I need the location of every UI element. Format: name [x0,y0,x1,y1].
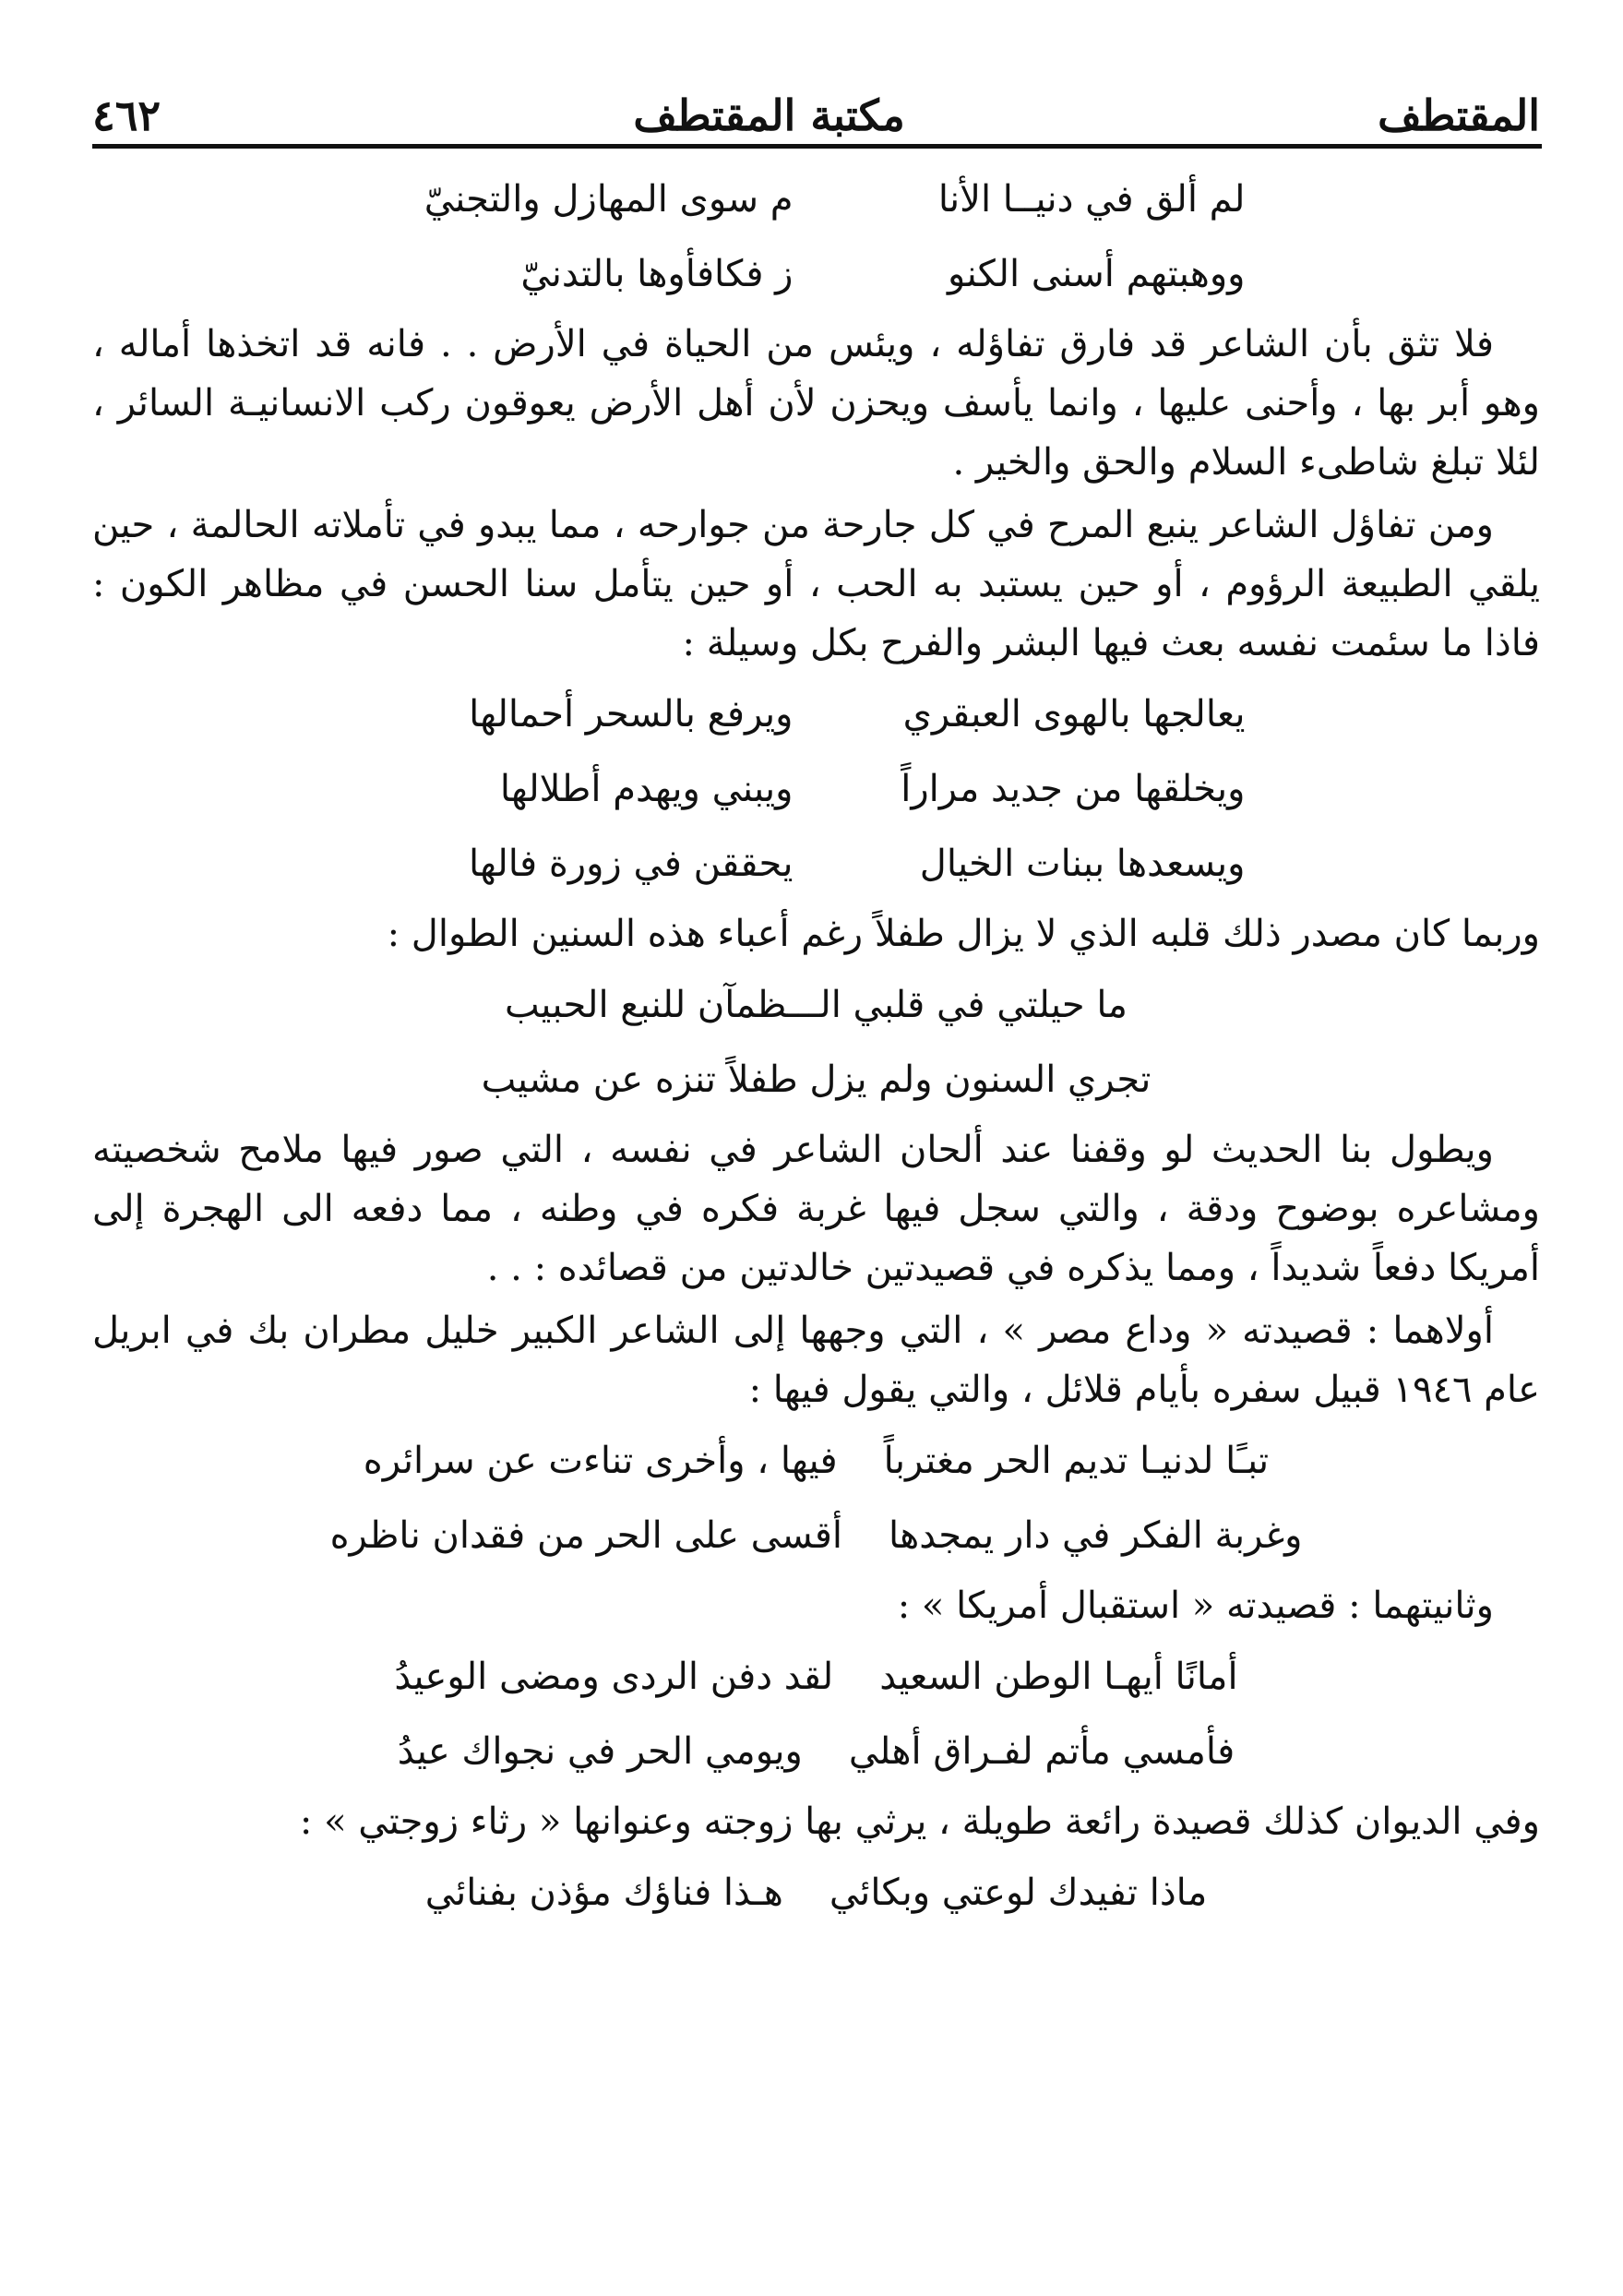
paragraph: أولاهما : قصيدته « وداع مصر » ، التي وجهها إلى الشاعر الكبير خليل مطران بك في ابريل عام ١٩٤٦ قبيل سفره بأيام قلائل ، والتي يقول فيها : [92,1309,1540,1411]
verse-first-hemistich: ويسعدها ببنات الخيال [919,842,1246,885]
verse-second-hemistich: ز فكافأوها بالتدنيّ [520,252,794,295]
verse-first-hemistich: وغربة الفكر في دار يمجدها [888,1513,1303,1557]
paragraph: وربما كان مصدر ذلك قلبه الذي لا يزال طفلاً رغم أعباء هذه السنين الطوال : [387,913,1540,955]
header-rule [92,144,1542,149]
verse-first-hemistich: يعالجها بالهوى العبقري [902,692,1246,735]
paragraph: وثانيتهما : قصيدته « استقبال أمريكا » : [897,1584,1494,1627]
page-header [92,63,1540,140]
article-body [92,161,1540,1930]
verse-line [394,1639,1237,1714]
verse-second-hemistich: ويبني ويهدم أطلالها [499,767,794,810]
verse-line [364,1423,1269,1498]
verse-line [388,161,1246,236]
verse-line-text: تجري السنون ولم يزل طفلاً تنزه عن مشيب [481,1058,1152,1101]
section-title: مكتبة المقتطف [633,90,905,140]
poem-excerpt [92,1855,1540,1930]
verse-second-hemistich: هـذا فناؤك مؤذن بفنائي [424,1871,783,1914]
verse-first-hemistich: ويخلقها من جديد مراراً [901,767,1246,810]
verse-line [388,826,1246,901]
verse-second-hemistich: لقد دفن الردى ومضى الوعيدُ [394,1655,834,1698]
verse-second-hemistich: فيها ، وأخرى تناءت عن سرائره [363,1439,838,1482]
journal-name: المقتطف [1378,90,1540,140]
verse-line [482,1042,1152,1117]
verse-first-hemistich: لم ألق في دنيــا الأنا [937,177,1246,221]
paragraph: فلا تثق بأن الشاعر قد فارق تفاؤله ، ويئس من الحياة في الأرض . . فانه قد اتخذها أماله ، وهو أبر بها ، وأحنى عليها ، وانما يأسف ويحزن لأن أهل الأرض يعوقون ركب الانسانيـة السائر ، لئلا تبلغ شاطىء السلام والحق والخير . [92,323,1540,484]
verse-line [425,1855,1208,1930]
verse-line [388,236,1246,311]
verse-first-hemistich: ووهبتهم أسنى الكنو [947,252,1246,295]
paragraph: ومن تفاؤل الشاعر ينبع المرح في كل جارحة من جوارحه ، مما يبدو في تأملاته الحالمة ، حين يلقي الطبيعة الرؤوم ، أو حين يستبد به الحب ، أو حين يتأمل سنا الحسن في مظاهر الكون : فاذا ما سئمت نفسه بعث فيها البشر والفرح بكل وسيلة : [92,504,1540,664]
verse-second-hemistich: ويومي الحر في نجواك عيدُ [397,1729,803,1773]
verse-second-hemistich: ويرفع بالسحر أحمالها [469,692,794,735]
verse-line [388,676,1246,751]
page-number: ٤٦٢ [92,90,161,140]
poem-excerpt [92,967,1540,1117]
paragraph: وفي الديوان كذلك قصيدة رائعة طويلة ، يرثي بها زوجته وعنوانها « رثاء زوجتي » : [299,1800,1540,1843]
verse-line [398,1714,1235,1788]
verse-line [505,967,1128,1042]
verse-second-hemistich: أقسى على الحر من فقدان ناظره [329,1513,842,1557]
poem-excerpt [92,1423,1540,1573]
verse-first-hemistich: ماذا تفيدك لوعتي وبكائي [829,1871,1208,1914]
verse-line [388,751,1246,826]
verse-second-hemistich: يحققن في زورة فالها [468,842,794,885]
poem-excerpt [92,676,1540,901]
poem-excerpt [92,1639,1540,1788]
poem-excerpt [92,161,1540,311]
verse-first-hemistich: فأمسي مأتم لفـراق أهلي [848,1729,1235,1773]
verse-line [330,1498,1303,1573]
verse-first-hemistich: تبـًا لدنيـا تديم الحر مغترباً [883,1439,1270,1482]
verse-line-text: ما حيلتي في قلبي الـــظمآن للنبع الحبيب [505,983,1128,1026]
verse-first-hemistich: أمانًا أيهـا الوطن السعيد [879,1655,1238,1698]
verse-second-hemistich: م سوى المهازل والتجنيّ [424,177,794,221]
paragraph: ويطول بنا الحديث لو وقفنا عند ألحان الشاعر في نفسه ، التي صور فيها ملامح شخصيته ومشاعره بوضوح ودقة ، والتي سجل فيها غربة فكره في وطنه ، مما دفعه الى الهجرة إلى أمريكا دفعاً شديداً ، ومما يذكره في قصيدتين خالدتين من قصائده : . . [92,1129,1540,1289]
